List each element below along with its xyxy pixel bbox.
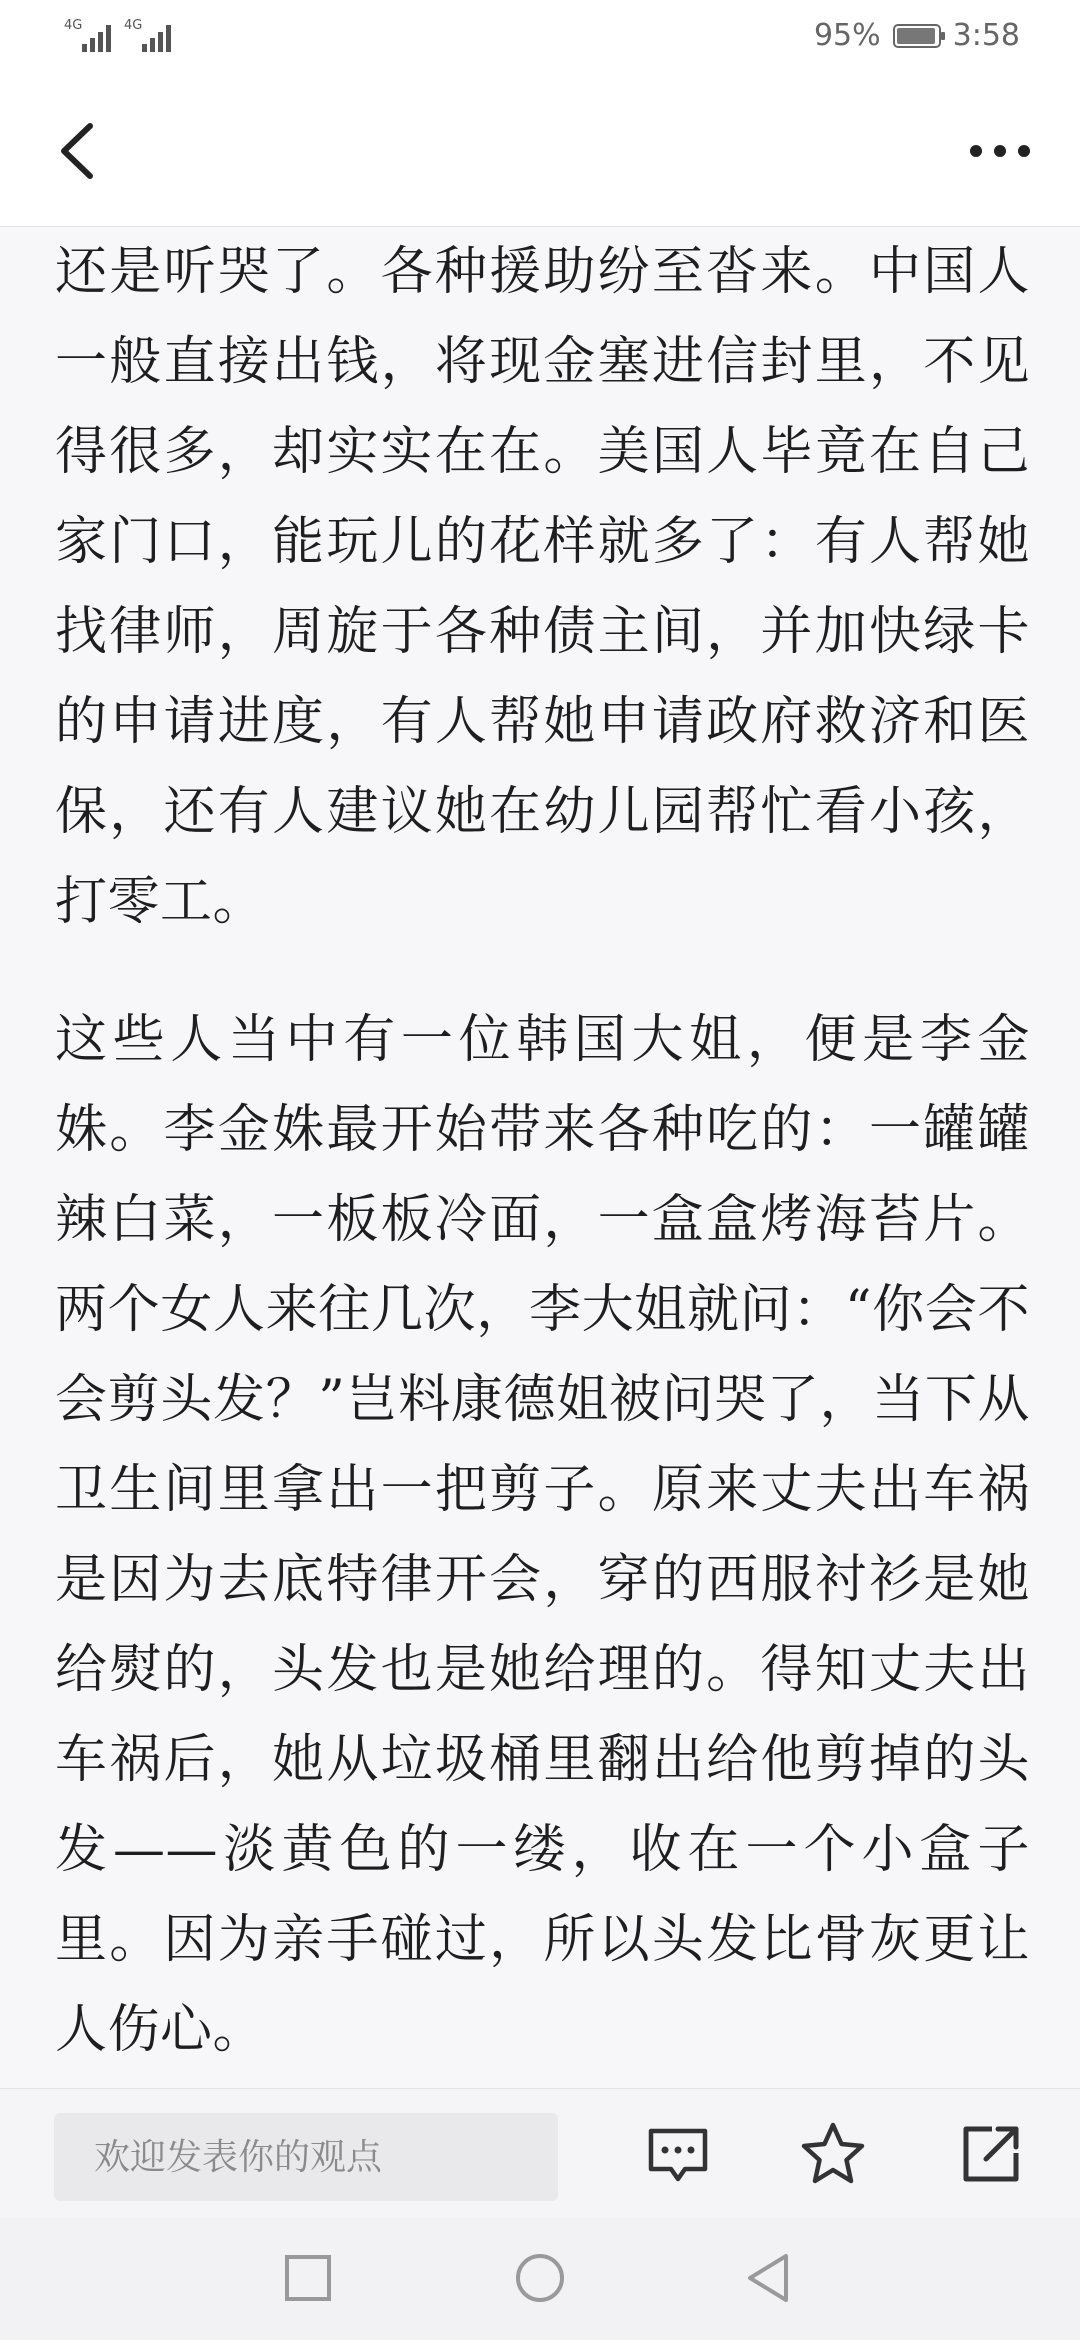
favorite-button[interactable] [798, 2119, 868, 2189]
chevron-left-icon [48, 116, 118, 186]
clock: 3:58 [952, 18, 1020, 53]
share-icon [956, 2119, 1026, 2189]
nav-back-button[interactable] [740, 2248, 800, 2308]
status-bar [0, 0, 1080, 76]
share-button[interactable] [956, 2119, 1026, 2189]
back-button[interactable] [48, 116, 118, 186]
battery-percent: 95% [813, 18, 881, 53]
back-triangle-icon [740, 2248, 800, 2308]
more-dots-icon [960, 116, 1040, 186]
article-paragraph: 这些人当中有一位韩国大姐，便是李金姝。李金姝最开始带来各种吃的：一罐罐辣白菜，一板板冷面，一盒盒烤海苔片。两个女人来往几次，李大姐就问：“你会不会剪头发？”岂料康德姐被问哭了，当下从卫生间里拿出一把剪子。原来丈夫出车祸是因为去底特律开会，穿的西服衬衫是她给熨的，头发也是她给理的。得知丈夫出车祸后，她从垃圾桶里翻出给他剪掉的头发——淡黄色的一缕，收在一个小盒子里。因为亲手碰过，所以头发比骨灰更让人伤心。 [55, 1010, 1030, 2060]
article-paragraph: 还是听哭了。各种援助纷至沓来。中国人一般直接出钱，将现金塞进信封里，不见得很多，却实实在在。美国人毕竟在自己家门口，能玩儿的花样就多了：有人帮她找律师，周旋于各种债主间，并加快绿卡的申请进度，有人帮她申请政府救济和医保，还有人建议她在幼儿园帮忙看小孩，打零工。 [55, 242, 1030, 932]
comment-icon [643, 2119, 713, 2189]
star-icon [798, 2119, 868, 2189]
status-right [814, 18, 1020, 53]
article-body [55, 227, 1030, 2087]
home-icon [510, 2248, 570, 2308]
signal-icon-1: 4G [64, 22, 111, 52]
home-button[interactable] [510, 2248, 570, 2308]
comment-action-bar [0, 2088, 1080, 2219]
signal-icon-2: 4G [124, 22, 171, 52]
more-options-button[interactable] [960, 116, 1040, 186]
battery-icon [893, 24, 941, 48]
top-app-bar [0, 76, 1080, 227]
comment-input[interactable] [54, 2113, 558, 2201]
recent-apps-button[interactable] [278, 2248, 338, 2308]
system-nav-bar [0, 2218, 1080, 2340]
comments-button[interactable] [643, 2119, 713, 2189]
recent-apps-icon [278, 2248, 338, 2308]
